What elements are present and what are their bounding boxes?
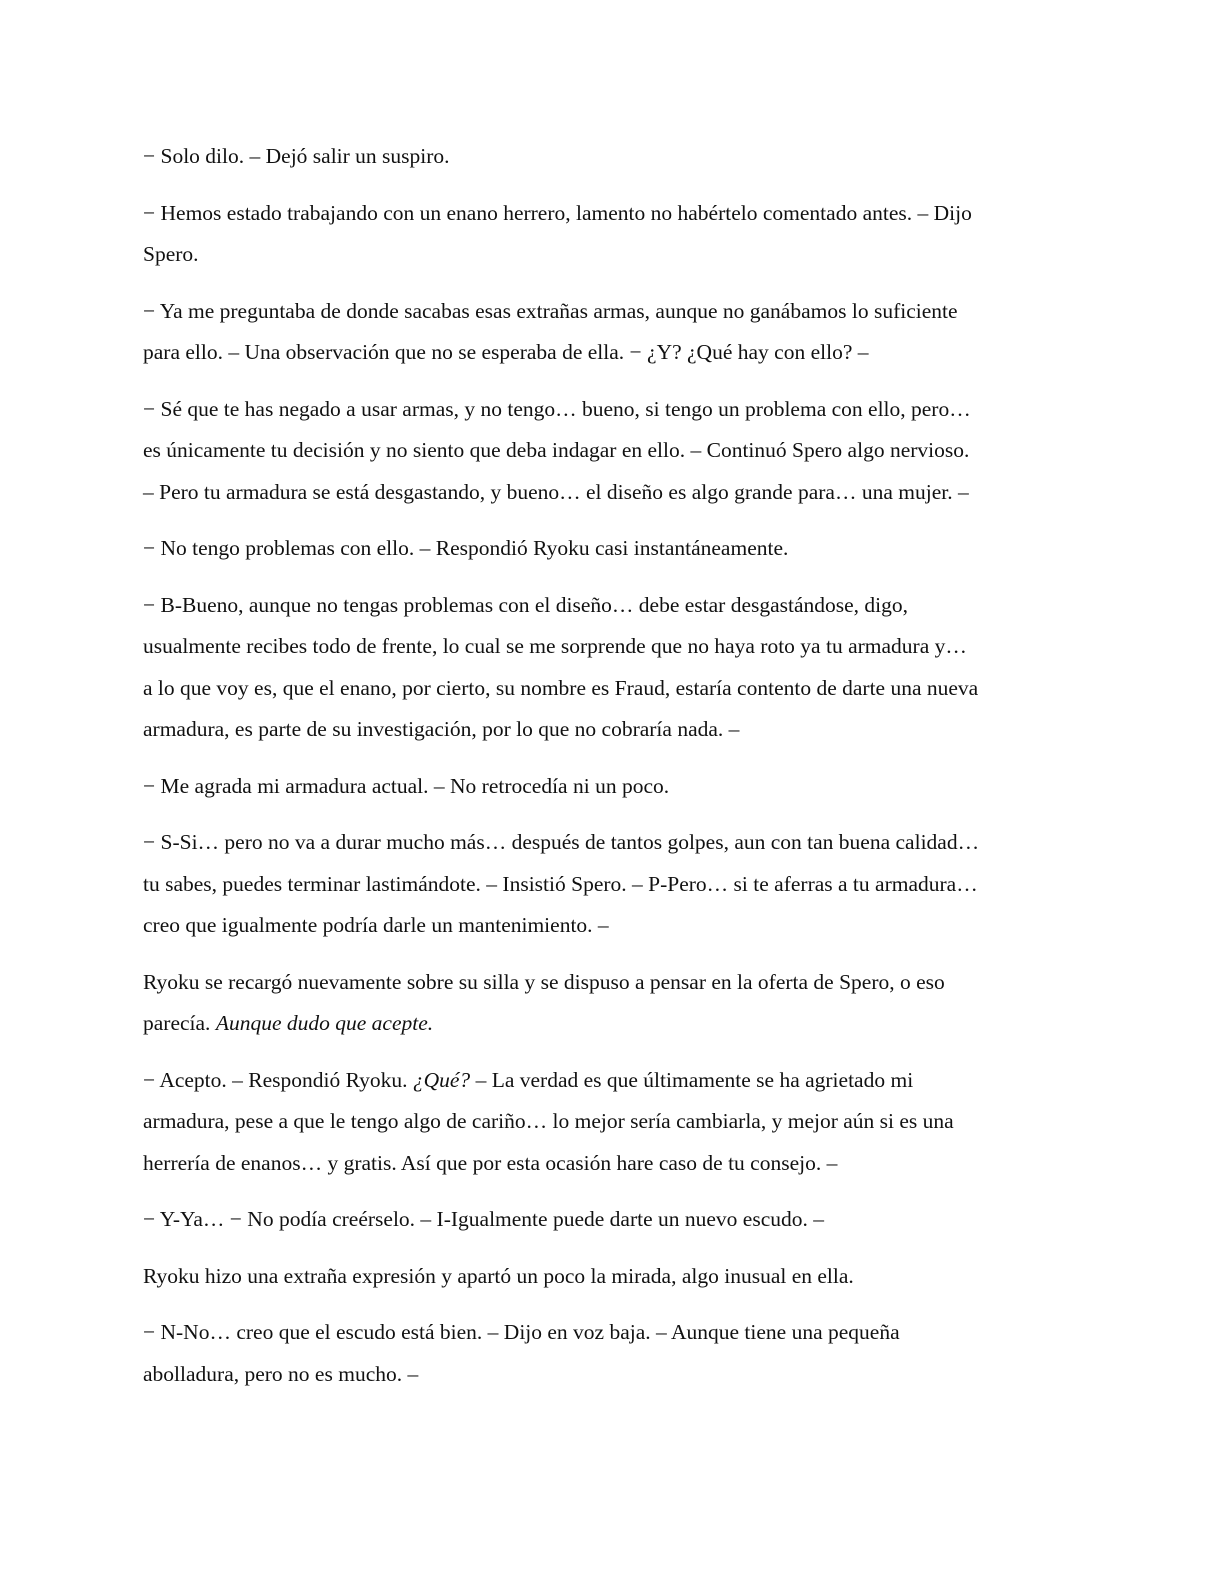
paragraph xyxy=(143,1312,1073,1395)
text-line xyxy=(143,766,1073,808)
paragraph xyxy=(143,1060,1073,1185)
text-line xyxy=(143,905,1073,947)
text-line xyxy=(143,1199,1073,1241)
paragraph xyxy=(143,291,1073,374)
text-line xyxy=(143,962,1073,1004)
text-run: − Sé que te has negado a usar armas, y no tengo… bueno, si tengo un problema con ello, pero… xyxy=(143,396,971,421)
text-line xyxy=(143,332,1073,374)
text-run: creo que igualmente podría darle un mantenimiento. – xyxy=(143,913,609,937)
text-line xyxy=(143,668,1073,710)
text-run: es únicamente tu decisión y no siento que deba indagar en ello. – Continuó Spero algo nervioso. xyxy=(143,438,970,462)
text-line xyxy=(143,864,1073,906)
text-run: armadura, es parte de su investigación, por lo que no cobraría nada. – xyxy=(143,717,740,741)
text-run: Spero. xyxy=(143,242,199,266)
text-run: herrería de enanos… y gratis. Así que por esta ocasión hare caso de tu consejo. – xyxy=(143,1150,838,1175)
text-line xyxy=(143,430,1073,472)
text-run: para ello. – Una observación que no se esperaba de ella. − ¿Y? ¿Qué hay con ello? – xyxy=(143,340,869,364)
text-line xyxy=(143,1256,1073,1298)
italic-text: ¿Qué? xyxy=(412,1067,471,1092)
text-run: − N-No… creo que el escudo está bien. – Dijo en voz baja. – Aunque tiene una pequeña xyxy=(143,1320,900,1344)
text-line xyxy=(143,626,1073,668)
paragraph xyxy=(143,389,1073,514)
paragraph xyxy=(143,822,1073,947)
text-run: a lo que voy es, que el enano, por cierto, su nombre es Fraud, estaría contento de darte una nueva xyxy=(143,675,979,700)
text-line xyxy=(143,1003,1073,1045)
paragraph xyxy=(143,962,1073,1045)
text-line xyxy=(143,389,1073,431)
text-line xyxy=(143,709,1073,751)
text-run: − S-Si… pero no va a durar mucho más… después de tantos golpes, aun con tan buena calidad… xyxy=(143,830,980,854)
text-run: – Pero tu armadura se está desgastando, y bueno… el diseño es algo grande para… una mujer. – xyxy=(143,479,969,504)
text-line xyxy=(143,1354,1073,1396)
text-run: Ryoku hizo una extraña expresión y apartó un poco la mirada, algo inusual en ella. xyxy=(143,1263,854,1288)
paragraph xyxy=(143,193,1073,276)
text-run: − Acepto. – Respondió Ryoku. xyxy=(143,1067,413,1092)
document-page xyxy=(143,136,1073,1410)
text-run: − Solo dilo. – Dejó salir un suspiro. xyxy=(143,144,450,168)
italic-text: Aunque dudo que acepte. xyxy=(215,1011,434,1035)
text-run: − Y-Ya… − No podía creérselo. – I-Igualmente puede darte un nuevo escudo. – xyxy=(143,1207,824,1231)
text-line xyxy=(143,1312,1073,1354)
text-line xyxy=(143,822,1073,864)
text-line xyxy=(143,136,1073,178)
text-run: parecía. xyxy=(143,1011,216,1035)
text-line xyxy=(143,528,1073,570)
text-line xyxy=(143,291,1073,333)
text-run: tu sabes, puedes terminar lastimándote. – Insistió Spero. – P-Pero… si te aferras a tu armadura… xyxy=(143,871,978,896)
paragraph xyxy=(143,136,1073,178)
text-line xyxy=(143,1101,1073,1143)
paragraph xyxy=(143,1256,1073,1298)
text-run: armadura, pese a que le tengo algo de cariño… lo mejor sería cambiarla, y mejor aún si es una xyxy=(143,1109,954,1133)
text-line xyxy=(143,472,1073,514)
text-line xyxy=(143,585,1073,627)
text-line xyxy=(143,193,1073,235)
text-line xyxy=(143,1143,1073,1185)
text-run: abolladura, pero no es mucho. – xyxy=(143,1361,419,1386)
paragraph xyxy=(143,528,1073,570)
text-run: − Ya me preguntaba de donde sacabas esas extrañas armas, aunque no ganábamos lo suficiente xyxy=(143,298,958,323)
text-run: – La verdad es que últimamente se ha agrietado mi xyxy=(470,1067,914,1092)
text-run: usualmente recibes todo de frente, lo cual se me sorprende que no haya roto ya tu armadura y… xyxy=(143,634,967,658)
text-run: − B-Bueno, aunque no tengas problemas con el diseño… debe estar desgastándose, digo, xyxy=(143,592,909,617)
text-run: Ryoku se recargó nuevamente sobre su silla y se dispuso a pensar en la oferta de Spero, o eso xyxy=(143,969,945,994)
text-run: − Hemos estado trabajando con un enano herrero, lamento no habértelo comentado antes. – Dijo xyxy=(143,200,972,225)
paragraph xyxy=(143,585,1073,751)
paragraph xyxy=(143,1199,1073,1241)
text-run: − Me agrada mi armadura actual. – No retrocedía ni un poco. xyxy=(143,773,670,798)
text-line xyxy=(143,234,1073,276)
paragraph xyxy=(143,766,1073,808)
text-line xyxy=(143,1060,1073,1102)
text-run: − No tengo problemas con ello. – Respondió Ryoku casi instantáneamente. xyxy=(143,536,789,560)
